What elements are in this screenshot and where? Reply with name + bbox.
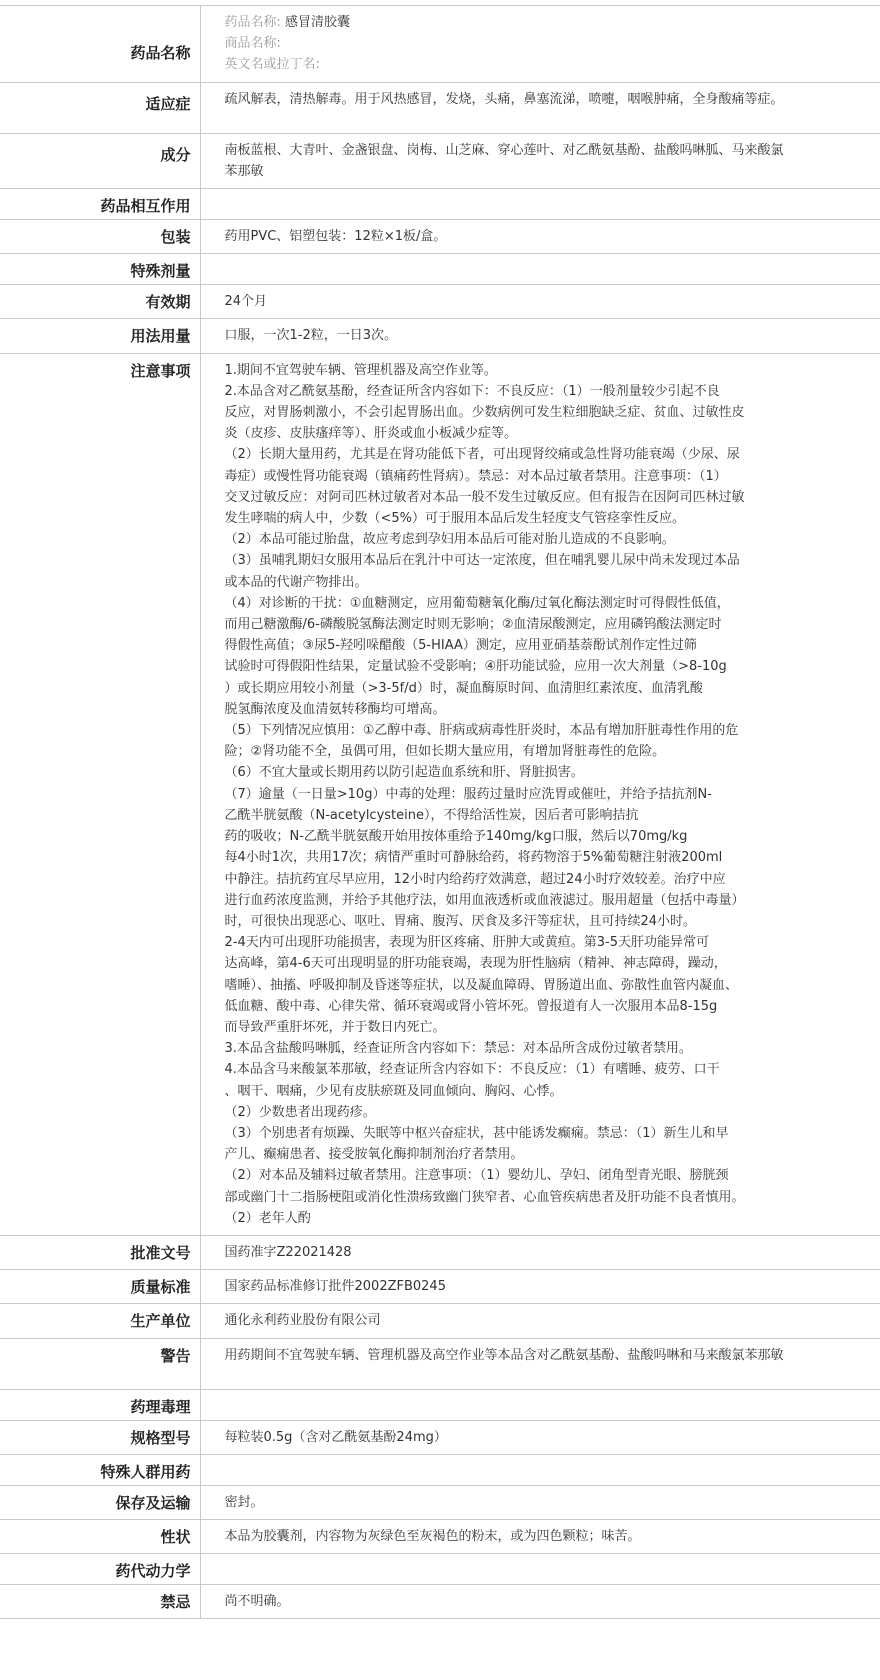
precaution-line: 嗜睡）、抽搐、呼吸抑制及昏迷等症状，以及凝血障碍、胃肠道出血、弥散性血管内凝血、 xyxy=(224,977,739,993)
value-cell xyxy=(200,1270,880,1304)
row-label: 生产单位 xyxy=(130,1312,191,1331)
label-cell xyxy=(0,1389,200,1420)
label-cell xyxy=(0,1338,200,1389)
row-standard xyxy=(0,1270,880,1304)
usage-text: 口服，一次1-2粒，一日3次。 xyxy=(224,328,398,344)
precaution-line: 或本品的代谢产物排出。 xyxy=(224,574,368,590)
drug-info-table xyxy=(0,5,880,1619)
generic-name-line xyxy=(225,12,791,33)
precaution-line: （4）对诊断的干扰：①血糖测定，应用葡萄糖氧化酶/过氧化酶法测定时可得假性低值， xyxy=(224,595,730,611)
row-label: 批准文号 xyxy=(130,1243,191,1262)
value-cell xyxy=(200,319,880,353)
row-interactions xyxy=(0,189,880,220)
value-cell xyxy=(200,1304,880,1338)
precaution-line: 毒症）或慢性肾功能衰竭（镇痛药性肾病）。禁忌：对本品过敏者禁用。注意事项：（1） xyxy=(224,468,727,484)
value-cell xyxy=(200,1485,880,1519)
label-cell xyxy=(0,82,200,133)
precaution-line: 而用己糖激酶/6-磷酸脱氢酶法测定时则无影响；②血清尿酸测定，应用磷钨酸法测定时 xyxy=(224,617,722,633)
manufacturer-text: 通化永利药业股份有限公司 xyxy=(224,1313,381,1329)
value-cell xyxy=(200,1235,880,1269)
precaution-line: 进行血药浓度监测，并给予其他疗法，如用血液透析或血液滤过。服用超量（包括中毒量） xyxy=(224,892,745,908)
row-label: 保存及运输 xyxy=(115,1493,191,1512)
label-cell xyxy=(0,1235,200,1269)
label-cell xyxy=(0,6,200,83)
row-contraindications xyxy=(0,1585,880,1619)
row-label: 药理毒理 xyxy=(130,1397,191,1416)
row-label: 有效期 xyxy=(145,293,191,312)
precaution-line: 低血糖、酸中毒、心律失常、循环衰竭或肾小管坏死。曾报道有人一次服用本品8-15g xyxy=(224,998,718,1014)
label-cell xyxy=(0,1270,200,1304)
row-label: 警告 xyxy=(160,1346,191,1365)
value-cell xyxy=(200,1338,880,1389)
row-label: 包装 xyxy=(160,228,191,247)
row-label: 特殊剂量 xyxy=(130,262,191,281)
row-label: 禁忌 xyxy=(160,1593,191,1612)
pharmacology-text xyxy=(225,1390,791,1402)
precaution-line: 乙酰半胱氨酸（N-acetylcysteine），不得给活性炭，因后者可影响拮抗 xyxy=(224,807,639,823)
row-approval xyxy=(0,1235,880,1269)
precaution-line: 药的吸收；N-乙酰半胱氨酸开始用按体重给予140mg/kg口服，然后以70mg/kg xyxy=(224,829,688,845)
precaution-line: 交叉过敏反应：对阿司匹林过敏者对本品一般不发生过敏反应。但有报告在因阿司匹林过敏 xyxy=(224,489,745,505)
value-cell xyxy=(200,1585,880,1619)
label-cell xyxy=(0,1485,200,1519)
precaution-line: 2-4天内可出现肝功能损害，表现为肝区疼痛、肝肿大或黄疸。第3-5天肝功能异常可 xyxy=(224,935,709,951)
row-label: 注意事项 xyxy=(130,361,191,380)
precaution-line: （7）逾量（一日量>10g）中毒的处理：服药过量时应洗胃或催吐，并给予拮抗剂N- xyxy=(224,786,712,802)
trade-name-prefix: 商品名称: xyxy=(224,36,281,52)
indications-text: 疏风解表，清热解毒。用于风热感冒，发烧，头痛，鼻塞流涕，喷嚏，咽喉肿痛，全身酸痛等症。 xyxy=(224,91,784,107)
value-cell xyxy=(200,1420,880,1454)
row-label: 适应症 xyxy=(145,94,191,113)
precaution-line: 2.本品含对乙酰氨基酚，经查证所含内容如下：不良反应：（1）一般剂量较少引起不良 xyxy=(224,383,720,399)
row-label: 药品名称 xyxy=(130,44,191,62)
precaution-line: 部或幽门十二指肠梗阻或消化性溃疡致幽门狭窄者、心血管疾病患者及肝功能不良者慎用。 xyxy=(224,1189,745,1205)
value-cell xyxy=(200,1554,880,1585)
precaution-line: ）或长期应用较小剂量（>3-5f/d）时，凝血酶原时间、血清胆红素浓度、血清乳酸 xyxy=(224,680,703,696)
precaution-line: 达高峰，第4-6天可出现明显的肝功能衰竭，表现为肝性脑病（精神、神志障碍，躁动， xyxy=(224,956,727,972)
interactions-text xyxy=(225,189,791,201)
label-cell xyxy=(0,1420,200,1454)
precaution-line: （2）本品可能过胎盘，故应考虑到孕妇用本品后可能对胎儿造成的不良影响。 xyxy=(224,532,675,548)
precaution-line: 中静注。拮抗药宜尽早应用，12小时内给药疗效满意，超过24小时疗效较差。治疗中应 xyxy=(224,871,726,887)
packaging-text: 药用PVC、铝塑包装：12粒×1板/盒。 xyxy=(224,229,447,245)
validity-text: 24个月 xyxy=(224,294,268,310)
row-spec xyxy=(0,1420,880,1454)
value-cell xyxy=(200,220,880,254)
precaution-line: 炎（皮疹、皮肤瘙痒等）、肝炎或血小板减少症等。 xyxy=(224,426,518,442)
row-warning xyxy=(0,1338,880,1389)
label-cell xyxy=(0,353,200,1235)
row-special-dosage xyxy=(0,254,880,285)
value-cell xyxy=(200,133,880,188)
label-cell xyxy=(0,254,200,285)
value-cell xyxy=(200,254,880,285)
row-appearance xyxy=(0,1519,880,1553)
value-cell xyxy=(200,82,880,133)
standard-text: 国家药品标准修订批件2002ZFB0245 xyxy=(224,1279,446,1295)
precaution-line: 时，可很快出现恶心、呕吐、胃痛、腹泻、厌食及多汗等症状，且可持续24小时。 xyxy=(224,913,697,929)
row-indications xyxy=(0,82,880,133)
value-cell xyxy=(200,285,880,319)
precaution-line: 而导致严重肝坏死，并于数日内死亡。 xyxy=(224,1019,446,1035)
precaution-line: （5）下列情况应慎用：①乙醇中毒、肝病或病毒性肝炎时，本品有增加肝脏毒性作用的危 xyxy=(224,723,739,739)
precaution-line: 3.本品含盐酸吗啉胍，经查证所含内容如下：禁忌：对本品所含成份过敏者禁用。 xyxy=(224,1041,692,1057)
precaution-line: 试验时可得假阳性结果，定量试验不受影响；④肝功能试验，应用一次大剂量（>8-10g xyxy=(224,659,727,675)
precaution-line: 、咽干、咽痛，少见有皮肤瘀斑及同血倾向、胸闷、心悸。 xyxy=(224,1083,563,1099)
label-cell xyxy=(0,1519,200,1553)
row-label: 药代动力学 xyxy=(115,1562,191,1581)
label-cell xyxy=(0,285,200,319)
value-cell xyxy=(200,6,880,83)
label-cell xyxy=(0,1585,200,1619)
label-cell xyxy=(0,1304,200,1338)
precaution-line: 每4小时1次，共用17次；病情严重时可静脉给药，将药物溶于5%葡萄糖注射液200ml xyxy=(224,850,723,866)
row-validity xyxy=(0,285,880,319)
precaution-line: （6）不宜大量或长期用药以防引起造血系统和肝、肾脏损害。 xyxy=(224,765,584,781)
value-cell xyxy=(200,1389,880,1420)
precaution-line: （2）少数患者出现药疹。 xyxy=(224,1104,376,1120)
precaution-line: （3）虽哺乳期妇女服用本品后在乳汁中可达一定浓度，但在哺乳婴儿尿中尚未发现过本品 xyxy=(224,553,740,569)
row-usage xyxy=(0,319,880,353)
precaution-line: （2）长期大量用药，尤其是在肾功能低下者，可出现肾绞痛或急性肾功能衰竭（少尿、尿 xyxy=(224,447,740,463)
label-cell xyxy=(0,220,200,254)
generic-name-value: 感冒清胶囊 xyxy=(285,15,351,30)
approval-text: 国药准字Z22021428 xyxy=(224,1244,352,1260)
row-label: 用法用量 xyxy=(130,327,191,346)
precaution-line: 发生哮喘的病人中，少数（<5%）可于服用本品后发生轻度支气管痉挛性反应。 xyxy=(224,511,686,527)
contraindications-text: 尚不明确。 xyxy=(224,1594,290,1610)
row-ingredients xyxy=(0,133,880,188)
precaution-line: 得假性高值；③尿5-羟吲哚醋酸（5-HIAA）测定，应用亚硝基萘酚试剂作定性过筛 xyxy=(224,638,697,654)
row-packaging xyxy=(0,220,880,254)
value-cell xyxy=(200,1519,880,1553)
precautions-text xyxy=(225,354,791,1235)
precaution-line: 险；②肾功能不全，虽偶可用，但如长期大量应用，有增加肾脏毒性的危险。 xyxy=(224,744,666,760)
label-cell xyxy=(0,1454,200,1485)
spec-text: 每粒装0.5g（含对乙酰氨基酚24mg） xyxy=(224,1429,447,1445)
precaution-line: 产儿、癫痫患者、接受胺氧化酶抑制剂治疗者禁用。 xyxy=(224,1147,524,1163)
row-label: 成分 xyxy=(160,145,191,164)
ingredients-text: 南板蓝根、大青叶、金盏银盘、岗梅、山芝麻、穿心莲叶、对乙酰氨基酚、盐酸吗啉胍、马来酸氯苯那敏 xyxy=(224,142,784,179)
row-manufacturer xyxy=(0,1304,880,1338)
row-label: 特殊人群用药 xyxy=(100,1462,191,1481)
row-precautions xyxy=(0,353,880,1235)
appearance-text: 本品为胶囊剂，内容物为灰绿色至灰褐色的粉末，或为四色颗粒；味苦。 xyxy=(224,1528,641,1544)
precaution-line: 4.本品含马来酸氯苯那敏，经查证所含内容如下：不良反应：（1）有嗜睡、疲劳、口干 xyxy=(224,1062,720,1078)
precaution-line: （3）个别患者有烦躁、失眠等中枢兴奋症状，甚中能诱发癫痫。禁忌：（1）新生儿和早 xyxy=(224,1125,729,1141)
label-cell xyxy=(0,1554,200,1585)
row-label: 性状 xyxy=(160,1527,191,1546)
label-cell xyxy=(0,189,200,220)
precaution-line: （2）对本品及辅料过敏者禁用。注意事项：（1）婴幼儿、孕妇、闭角型青光眼、膀胱颈 xyxy=(224,1168,729,1184)
value-cell xyxy=(200,353,880,1235)
row-storage xyxy=(0,1485,880,1519)
warning-text: 用药期间不宜驾驶车辆、管理机器及高空作业等本品含对乙酰氨基酚、盐酸吗啉和马来酸氯苯那敏 xyxy=(224,1347,784,1363)
row-special-groups xyxy=(0,1454,880,1485)
label-cell xyxy=(0,133,200,188)
special-groups-text xyxy=(225,1455,791,1467)
precaution-line: （2）老年人酌 xyxy=(224,1210,311,1226)
precaution-line: 脱氢酶浓度及血清氨转移酶均可增高。 xyxy=(224,701,446,717)
row-pharmacokinetics xyxy=(0,1554,880,1585)
value-cell xyxy=(200,189,880,220)
pharmacokinetics-text xyxy=(225,1554,791,1566)
row-label: 质量标准 xyxy=(130,1278,191,1297)
precaution-line: 1.期间不宜驾驶车辆、管理机器及高空作业等。 xyxy=(224,362,497,378)
precaution-line: 反应，对胃肠刺激小，不会引起胃肠出血。少数病例可发生粒细胞缺乏症、贫血、过敏性皮 xyxy=(224,405,745,421)
row-pharmacology xyxy=(0,1389,880,1420)
row-drug-name xyxy=(0,6,880,83)
storage-text: 密封。 xyxy=(224,1494,264,1510)
special-dosage-text xyxy=(225,254,791,266)
generic-name-prefix: 药品名称: xyxy=(224,15,281,30)
row-label: 规格型号 xyxy=(130,1428,191,1447)
label-cell xyxy=(0,319,200,353)
value-cell xyxy=(200,1454,880,1485)
english-name-prefix: 英文名或拉丁名: xyxy=(224,57,320,73)
row-label: 药品相互作用 xyxy=(100,197,191,216)
